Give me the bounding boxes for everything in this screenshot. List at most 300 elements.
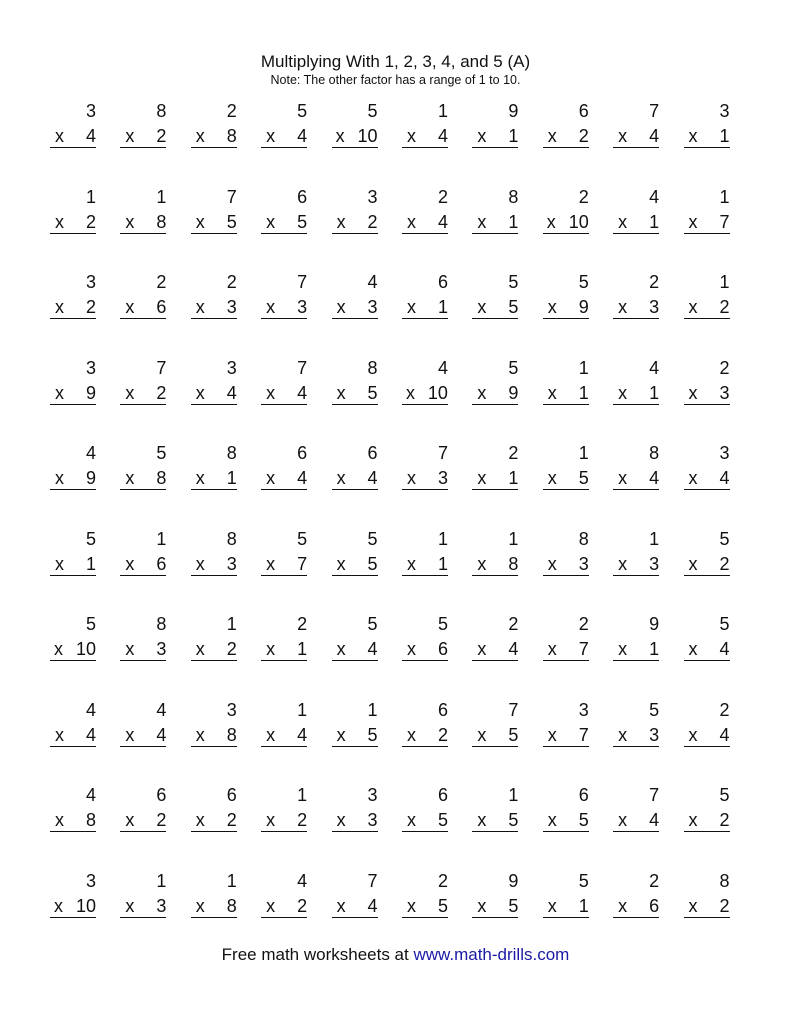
bottom-factor: 4 (719, 639, 730, 659)
top-factor: 1 (156, 528, 167, 549)
bottom-line (50, 467, 96, 490)
multiply-sign: x (688, 895, 698, 916)
bottom-line (402, 809, 448, 832)
multiply-sign: x (336, 211, 346, 232)
multiply-sign: x (266, 382, 276, 403)
bottom-factor: 8 (85, 810, 96, 830)
multiply-sign: x (618, 724, 628, 745)
multiply-sign: x (477, 382, 487, 403)
top-factor: 4 (85, 699, 96, 720)
bottom-factor: 1 (649, 639, 660, 659)
bottom-line (543, 809, 589, 832)
multiply-sign: x (618, 895, 628, 916)
problem (50, 784, 96, 837)
problem (684, 699, 730, 752)
multiply-sign: x (266, 211, 276, 232)
multiply-sign: x (547, 468, 557, 488)
bottom-factor: 6 (156, 297, 167, 317)
top-factor: 1 (156, 870, 167, 891)
bottom-line (684, 467, 730, 490)
bottom-factor: 8 (156, 211, 167, 232)
multiply-sign: x (55, 382, 64, 403)
problem (191, 357, 237, 410)
bottom-factor: 4 (297, 468, 308, 488)
top-factor: 1 (156, 186, 167, 207)
bottom-factor: 7 (578, 639, 589, 659)
bottom-line (684, 895, 730, 918)
top-factor: 6 (156, 785, 167, 805)
bottom-factor: 9 (508, 382, 519, 403)
bottom-factor: 3 (156, 639, 167, 659)
multiply-sign: x (335, 126, 345, 146)
multiply-sign: x (125, 468, 135, 488)
worksheet-note: Note: The other factor has a range of 1 to 10. (270, 73, 521, 87)
multiply-sign: x (125, 382, 135, 403)
multiply-sign: x (55, 297, 64, 317)
bottom-factor: 10 (75, 639, 96, 659)
multiply-sign: x (195, 382, 205, 403)
multiply-sign: x (336, 297, 346, 317)
bottom-factor: 6 (649, 895, 660, 916)
top-factor: 5 (719, 785, 730, 805)
multiply-sign: x (266, 468, 276, 488)
top-factor: 7 (367, 870, 378, 891)
bottom-factor: 4 (719, 468, 730, 488)
footer (0, 944, 791, 966)
multiply-sign: x (547, 382, 557, 403)
top-factor: 2 (649, 272, 660, 292)
bottom-line (472, 724, 518, 747)
bottom-line (332, 553, 378, 576)
problem (191, 699, 237, 752)
top-factor: 5 (437, 614, 448, 634)
bottom-factor: 1 (437, 553, 448, 574)
problem (402, 442, 448, 495)
bottom-factor: 8 (226, 895, 237, 916)
bottom-factor: 1 (719, 126, 730, 146)
problem (332, 442, 378, 495)
multiply-sign: x (125, 895, 135, 916)
problem-grid (50, 100, 740, 923)
bottom-line (402, 895, 448, 918)
bottom-line (261, 724, 307, 747)
multiply-sign: x (547, 126, 557, 146)
problem (684, 186, 730, 239)
problem (684, 528, 730, 581)
problem (472, 870, 518, 923)
multiply-sign: x (477, 297, 487, 317)
multiply-sign: x (688, 724, 698, 745)
bottom-line (472, 296, 518, 319)
problem (472, 271, 518, 324)
problem (120, 186, 166, 239)
bottom-factor: 4 (297, 126, 308, 146)
problem (613, 699, 659, 752)
multiply-sign: x (688, 382, 698, 403)
bottom-line (543, 724, 589, 747)
bottom-factor: 8 (508, 553, 519, 574)
bottom-line (191, 553, 237, 576)
problem (332, 357, 378, 410)
bottom-factor: 1 (508, 468, 519, 488)
multiply-sign: x (406, 211, 416, 232)
problem (261, 357, 307, 410)
multiply-sign: x (477, 724, 487, 745)
top-factor: 2 (508, 443, 519, 463)
bottom-factor: 5 (578, 810, 589, 830)
multiply-sign: x (406, 810, 416, 830)
top-factor: 1 (508, 528, 519, 549)
top-factor: 7 (437, 443, 448, 463)
problem (50, 271, 96, 324)
top-factor: 2 (226, 272, 237, 292)
bottom-factor: 3 (367, 297, 378, 317)
bottom-factor: 1 (437, 297, 448, 317)
bottom-factor: 4 (367, 639, 378, 659)
bottom-line (191, 296, 237, 319)
top-factor: 3 (85, 357, 96, 378)
bottom-line (402, 467, 448, 490)
multiply-sign: x (195, 639, 205, 659)
multiply-sign: x (125, 211, 135, 232)
problem (191, 100, 237, 153)
top-factor: 5 (578, 870, 589, 891)
bottom-line (472, 553, 518, 576)
problem (50, 186, 96, 239)
problem (402, 613, 448, 666)
bottom-factor: 10 (568, 211, 589, 232)
bottom-line (332, 724, 378, 747)
top-factor: 5 (508, 357, 519, 378)
problem (120, 784, 166, 837)
top-factor: 4 (85, 443, 96, 463)
bottom-line (402, 638, 448, 661)
problem (472, 442, 518, 495)
top-factor: 8 (156, 101, 167, 121)
bottom-factor: 4 (508, 639, 519, 659)
bottom-factor: 10 (75, 895, 96, 916)
bottom-factor: 4 (367, 468, 378, 488)
bottom-line (613, 296, 659, 319)
top-factor: 8 (156, 614, 167, 634)
top-factor: 6 (367, 443, 378, 463)
top-factor: 3 (367, 186, 378, 207)
bottom-factor: 10 (427, 382, 448, 403)
bottom-factor: 4 (437, 126, 448, 146)
multiply-sign: x (477, 895, 487, 916)
bottom-line (50, 211, 96, 234)
top-factor: 6 (297, 443, 308, 463)
bottom-line (332, 382, 378, 405)
bottom-factor: 7 (578, 724, 589, 745)
top-factor: 5 (367, 101, 378, 121)
multiply-sign: x (266, 297, 276, 317)
top-factor: 9 (508, 870, 519, 891)
problem (191, 271, 237, 324)
multiply-sign: x (125, 810, 135, 830)
problem (684, 271, 730, 324)
top-factor: 3 (578, 699, 589, 720)
top-factor: 8 (367, 357, 378, 378)
top-factor: 1 (85, 186, 96, 207)
top-factor: 2 (578, 614, 589, 634)
multiply-sign: x (618, 382, 628, 403)
top-factor: 1 (578, 357, 589, 378)
bottom-line (613, 638, 659, 661)
top-factor: 2 (719, 357, 730, 378)
bottom-factor: 3 (156, 895, 167, 916)
multiply-sign: x (336, 468, 346, 488)
bottom-factor: 3 (226, 297, 237, 317)
bottom-line (332, 296, 378, 319)
top-factor: 3 (719, 101, 730, 121)
problem (120, 357, 166, 410)
problem (402, 528, 448, 581)
bottom-factor: 2 (719, 810, 730, 830)
bottom-line (191, 125, 237, 148)
problem (613, 784, 659, 837)
bottom-factor: 3 (649, 297, 660, 317)
top-factor: 2 (578, 186, 589, 207)
top-factor: 8 (508, 186, 519, 207)
multiply-sign: x (547, 639, 557, 659)
bottom-line (472, 211, 518, 234)
problem (50, 699, 96, 752)
top-factor: 7 (156, 357, 167, 378)
problem (120, 699, 166, 752)
multiply-sign: x (406, 297, 416, 317)
problem (472, 186, 518, 239)
bottom-factor: 2 (226, 639, 237, 659)
top-factor: 7 (297, 357, 308, 378)
top-factor: 6 (226, 785, 237, 805)
top-factor: 3 (85, 272, 96, 292)
multiply-sign: x (336, 639, 346, 659)
problem (120, 442, 166, 495)
bottom-line (50, 382, 96, 405)
footer-text: Free math worksheets at (221, 945, 409, 964)
bottom-factor: 5 (508, 724, 519, 745)
problem (120, 870, 166, 923)
problem (684, 100, 730, 153)
bottom-line (332, 125, 378, 148)
problem (543, 784, 589, 837)
problem (261, 699, 307, 752)
top-factor: 4 (649, 357, 660, 378)
bottom-factor: 2 (156, 126, 167, 146)
multiply-sign: x (55, 553, 64, 574)
multiply-sign: x (266, 639, 276, 659)
bottom-factor: 2 (226, 810, 237, 830)
top-factor: 7 (508, 699, 519, 720)
problem (332, 528, 378, 581)
top-factor: 5 (85, 614, 96, 634)
bottom-factor: 2 (85, 211, 96, 232)
bottom-factor: 2 (156, 382, 167, 403)
bottom-line (684, 724, 730, 747)
bottom-line (543, 125, 589, 148)
problem (332, 100, 378, 153)
multiply-sign: x (336, 382, 346, 403)
bottom-line (120, 211, 166, 234)
problem (472, 100, 518, 153)
multiply-sign: x (405, 382, 415, 403)
multiply-sign: x (688, 639, 698, 659)
bottom-factor: 3 (367, 810, 378, 830)
problem (332, 699, 378, 752)
bottom-line (261, 467, 307, 490)
top-factor: 2 (437, 186, 448, 207)
multiply-sign: x (688, 553, 698, 574)
problem (402, 100, 448, 153)
top-factor: 7 (226, 186, 237, 207)
bottom-line (50, 296, 96, 319)
top-factor: 4 (85, 785, 96, 805)
bottom-factor: 1 (85, 553, 96, 574)
problem (472, 699, 518, 752)
bottom-line (402, 211, 448, 234)
bottom-line (261, 382, 307, 405)
top-factor: 1 (297, 699, 308, 720)
problem (50, 870, 96, 923)
top-factor: 1 (719, 272, 730, 292)
problem (191, 870, 237, 923)
multiply-sign: x (195, 297, 205, 317)
bottom-line (261, 211, 307, 234)
multiply-sign: x (266, 126, 276, 146)
problem (50, 528, 96, 581)
bottom-factor: 2 (297, 895, 308, 916)
problem (120, 528, 166, 581)
bottom-line (50, 553, 96, 576)
problem (613, 271, 659, 324)
problem (191, 186, 237, 239)
bottom-factor: 4 (297, 724, 308, 745)
bottom-line (543, 296, 589, 319)
problem (120, 100, 166, 153)
top-factor: 5 (85, 528, 96, 549)
bottom-line (332, 211, 378, 234)
footer-link[interactable]: www.math-drills.com (413, 945, 570, 964)
bottom-factor: 4 (297, 382, 308, 403)
problem (402, 699, 448, 752)
bottom-line (120, 809, 166, 832)
problem (120, 613, 166, 666)
bottom-factor: 2 (85, 297, 96, 317)
bottom-factor: 9 (578, 297, 589, 317)
bottom-factor: 3 (719, 382, 730, 403)
bottom-line (684, 553, 730, 576)
bottom-factor: 4 (156, 724, 167, 745)
multiply-sign: x (618, 297, 628, 317)
bottom-factor: 5 (226, 211, 237, 232)
bottom-line (50, 638, 96, 661)
bottom-factor: 8 (226, 126, 237, 146)
bottom-line (120, 553, 166, 576)
top-factor: 4 (297, 870, 308, 891)
top-factor: 1 (226, 870, 237, 891)
multiply-sign: x (547, 810, 557, 830)
bottom-factor: 4 (719, 724, 730, 745)
multiply-sign: x (618, 468, 628, 488)
top-factor: 8 (649, 443, 660, 463)
multiply-sign: x (477, 211, 487, 232)
problem (332, 784, 378, 837)
bottom-factor: 2 (719, 297, 730, 317)
multiply-sign: x (547, 553, 557, 574)
problem (402, 271, 448, 324)
multiply-sign: x (195, 810, 205, 830)
bottom-factor: 2 (578, 126, 589, 146)
bottom-factor: 4 (649, 810, 660, 830)
bottom-line (120, 467, 166, 490)
bottom-line (191, 724, 237, 747)
bottom-factor: 5 (367, 382, 378, 403)
top-factor: 7 (649, 785, 660, 805)
bottom-factor: 1 (508, 211, 519, 232)
multiply-sign: x (266, 895, 276, 916)
top-factor: 1 (649, 528, 660, 549)
bottom-line (261, 895, 307, 918)
bottom-line (684, 638, 730, 661)
top-factor: 2 (649, 870, 660, 891)
top-factor: 1 (578, 443, 589, 463)
top-factor: 5 (156, 443, 167, 463)
bottom-line (472, 895, 518, 918)
problem (684, 870, 730, 923)
bottom-line (684, 211, 730, 234)
bottom-line (50, 895, 96, 918)
bottom-factor: 1 (297, 639, 308, 659)
bottom-factor: 1 (649, 382, 660, 403)
bottom-factor: 1 (226, 468, 237, 488)
multiply-sign: x (195, 895, 205, 916)
top-factor: 1 (508, 785, 519, 805)
bottom-line (613, 125, 659, 148)
bottom-factor: 3 (649, 553, 660, 574)
bottom-factor: 1 (578, 895, 589, 916)
bottom-line (472, 809, 518, 832)
bottom-line (402, 125, 448, 148)
problem (402, 784, 448, 837)
worksheet-header (0, 52, 791, 88)
multiply-sign: x (55, 724, 64, 745)
multiply-sign: x (195, 553, 205, 574)
top-factor: 7 (649, 101, 660, 121)
worksheet-title: Multiplying With 1, 2, 3, 4, and 5 (A) (260, 52, 531, 71)
top-factor: 2 (226, 101, 237, 121)
multiply-sign: x (266, 553, 276, 574)
bottom-line (50, 125, 96, 148)
bottom-line (120, 638, 166, 661)
multiply-sign: x (477, 810, 487, 830)
problem (543, 613, 589, 666)
multiply-sign: x (195, 126, 205, 146)
multiply-sign: x (688, 211, 698, 232)
problem (543, 357, 589, 410)
bottom-line (402, 296, 448, 319)
bottom-line (332, 809, 378, 832)
problem (332, 870, 378, 923)
multiply-sign: x (547, 895, 557, 916)
problem (613, 870, 659, 923)
top-factor: 8 (578, 528, 589, 549)
problem (50, 613, 96, 666)
top-factor: 3 (85, 101, 96, 121)
bottom-line (684, 382, 730, 405)
bottom-line (261, 296, 307, 319)
bottom-factor: 4 (437, 211, 448, 232)
